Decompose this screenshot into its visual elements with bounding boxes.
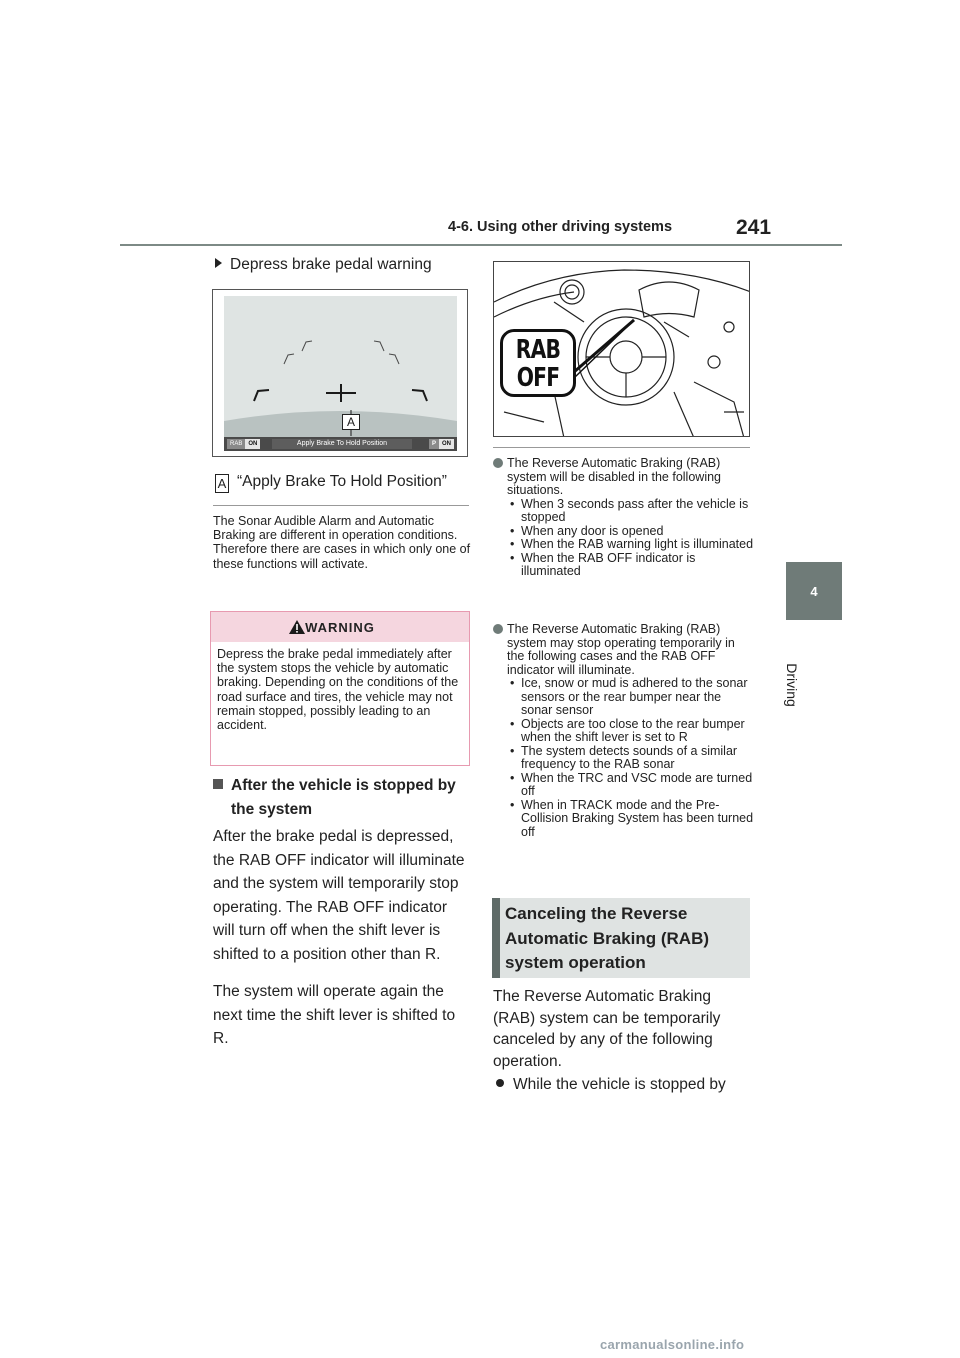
heading-accent-bar <box>492 898 500 978</box>
triangle-bullet-icon <box>215 258 222 268</box>
parking-guide-lines <box>224 296 457 451</box>
while-stopped-text: While the vehicle is stopped by <box>513 1076 726 1093</box>
list-item: • Ice, snow or mud is adhered to the sonar sensors or the rear bumper near the sonar sensor <box>507 677 755 718</box>
rab-stop-list <box>507 677 755 839</box>
rab-chip-key: RAB <box>227 439 245 449</box>
chapter-tab[interactable] <box>786 562 842 620</box>
camera-status-bar <box>224 437 457 451</box>
list-item: • When in TRACK mode and the Pre-Collision Braking System has been turned off <box>507 799 755 840</box>
rear-camera-screen-illustration <box>212 289 468 457</box>
cancel-rab-heading-text: Canceling the Reverse Automatic Braking (RAB) system operation <box>505 904 710 972</box>
rab-stop-operating-paragraph <box>493 623 755 839</box>
rab-off-indicator-line2: OFF <box>516 363 560 393</box>
left-divider <box>213 505 469 506</box>
rab-stop-intro: The Reverse Automatic Braking (RAB) system may stop operating temporarily in the following cases and the RAB OFF indicator will illuminate. <box>507 622 735 677</box>
circle-bullet-icon <box>493 624 503 634</box>
bullet-dot-icon <box>496 1079 504 1087</box>
page-number: 241 <box>736 216 772 239</box>
list-item: • The system detects sounds of a similar frequency to the RAB sonar <box>507 745 755 772</box>
list-item: • When 3 seconds pass after the vehicle is stopped <box>507 498 755 525</box>
list-item: • When the RAB warning light is illuminated <box>507 538 755 552</box>
rab-chip-value: ON <box>245 439 260 449</box>
after-stopped-body: After the brake pedal is depressed, the RAB OFF indicator will illuminate and the system will temporarily stop operating. The RAB OFF indicator will turn off when the shift lever is shifted to a position other than R. <box>213 828 465 963</box>
list-item: • Objects are too close to the rear bumper when the shift lever is set to R <box>507 718 755 745</box>
header-divider <box>120 244 842 246</box>
warning-box <box>210 611 470 766</box>
operate-again-body: The system will operate again the next time the shift lever is shifted to R. <box>213 983 456 1047</box>
warning-text: Depress the brake pedal immediately after the system stops the vehicle by automatic braking. Depending on the conditions of the road surface and tires, the vehicle may not remain stopped, possibly leading to an accident. <box>217 647 459 733</box>
rab-disabled-intro: The Reverse Automatic Braking (RAB) system will be disabled in the following situations. <box>507 456 721 497</box>
list-item: • When the TRC and VSC mode are turned off <box>507 772 755 799</box>
right-divider <box>493 447 750 448</box>
rab-disabled-paragraph <box>493 457 755 579</box>
rab-off-indicator-callout <box>500 329 576 397</box>
warning-title: WARNING <box>305 620 375 635</box>
after-stopped-heading-line1: After the vehicle is stopped by <box>231 777 456 794</box>
circle-bullet-icon <box>493 458 503 468</box>
parking-chip-value: ON <box>439 439 454 449</box>
chapter-number: 4 <box>810 584 818 599</box>
rab-status-chip <box>227 439 260 449</box>
list-item: • When any door is opened <box>507 525 755 539</box>
parking-chip-key: P <box>429 439 439 449</box>
cancel-rab-heading <box>492 898 750 978</box>
cancel-rab-body: The Reverse Automatic Braking (RAB) system can be temporarily canceled by any of the following operation. <box>493 988 721 1070</box>
apply-brake-message: Apply Brake To Hold Position <box>272 439 412 449</box>
caption-callout-a: A <box>215 474 229 493</box>
rab-off-indicator-line1: RAB <box>515 335 561 365</box>
dashboard-illustration <box>493 261 750 437</box>
depress-brake-heading-text: Depress brake pedal warning <box>230 256 432 273</box>
section-title: 4-6. Using other driving systems <box>448 219 673 235</box>
sonar-note-paragraph: The Sonar Audible Alarm and Automatic Braking are different in operation conditions. Therefore there are cases in which only one of these functions will activate. <box>213 514 471 571</box>
list-item: • When the RAB OFF indicator is illuminated <box>507 552 755 579</box>
camera-display <box>224 296 457 451</box>
caption-text: “Apply Brake To Hold Position” <box>237 473 447 490</box>
rab-disabled-list <box>507 498 755 579</box>
warning-header <box>211 612 469 642</box>
callout-label-a: A <box>342 414 360 430</box>
depress-brake-heading <box>215 256 432 274</box>
parking-status-chip <box>429 439 454 449</box>
chapter-label: Driving <box>784 663 800 707</box>
after-stopped-heading-line2: the system <box>231 801 312 818</box>
illustration-caption <box>215 473 447 493</box>
after-stopped-heading <box>213 774 471 822</box>
while-stopped-item <box>493 1076 726 1094</box>
chapter-label-container <box>777 650 807 720</box>
watermark[interactable]: carmanualsonline.info <box>600 1337 745 1352</box>
square-bullet-icon <box>213 779 223 789</box>
